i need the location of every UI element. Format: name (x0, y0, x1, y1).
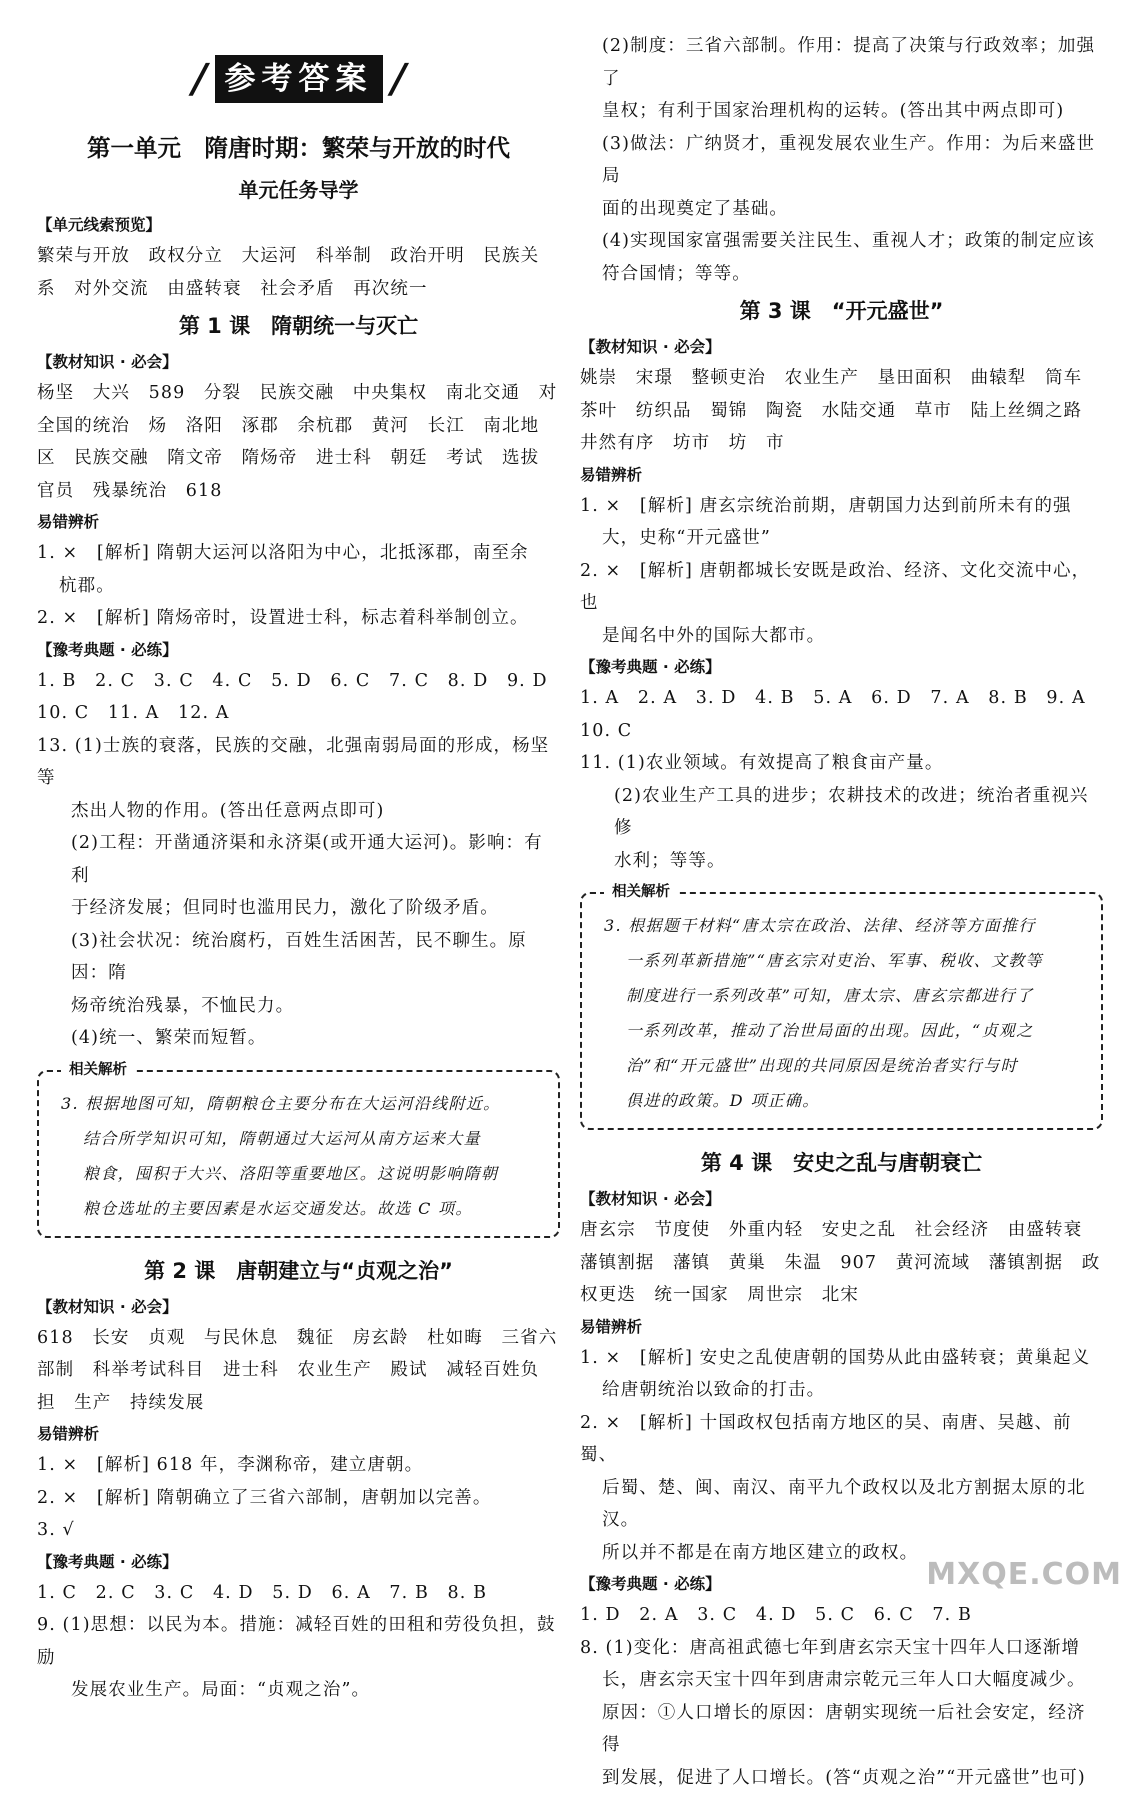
lesson3-note-line: 治”和“开元盛世”出现的共同原因是统治者实行与时 (604, 1048, 1081, 1083)
lesson3-exam-line: 10. C (580, 715, 1103, 748)
lesson1-exam-tag: 【豫考典题 · 必练】 (37, 635, 560, 665)
lesson3-note-line: 俱进的政策。D 项正确。 (604, 1083, 1081, 1118)
lesson4-exam-tag: 【豫考典题 · 必练】 (580, 1569, 1103, 1599)
unit-clue-tag: 【单元线索预览】 (37, 210, 560, 240)
unit-clue-line: 系 对外交流 由盛转衰 社会矛盾 再次统一 (37, 273, 560, 306)
lesson4-knowledge-line: 唐玄宗 节度使 外重内轻 安史之乱 社会经济 由盛转衰 (580, 1214, 1103, 1247)
lesson4-knowledge-tag: 【教材知识 · 必会】 (580, 1184, 1103, 1214)
lesson1-q13-line: 杰出人物的作用。(答出任意两点即可) (37, 795, 560, 828)
related-analysis-label: 相关解析 (61, 1059, 135, 1081)
lesson1-note-line: 粮仓选址的主要因素是水运交通发达。故选 C 项。 (61, 1191, 538, 1226)
lesson3-related-analysis-box (580, 892, 1103, 1130)
lesson2-q9-cont-line: (3)做法：广纳贤才，重视发展农业生产。作用：为后来盛世局 (580, 128, 1103, 193)
lesson2-exam-tag: 【豫考典题 · 必练】 (37, 1547, 560, 1577)
lesson2-knowledge-line: 618 长安 贞观 与民休息 魏征 房玄龄 杜如晦 三省六 (37, 1322, 560, 1355)
lesson2-q9-cont-line: (4)实现国家富强需要关注民生、重视人才；政策的制定应该 (580, 225, 1103, 258)
lesson1-knowledge-line: 区 民族交融 隋文帝 隋炀帝 进士科 朝廷 考试 选拔 (37, 442, 560, 475)
lesson4-error-line: 1. × [解析] 安史之乱使唐朝的国势从此由盛转衰；黄巢起义 (580, 1342, 1103, 1375)
lesson3-note-line: 一系列改革，推动了治世局面的出现。因此，“贞观之 (604, 1013, 1081, 1048)
lesson4-q8-line: 长，唐玄宗天宝十四年到唐肃宗乾元三年人口大幅度减少。 (580, 1664, 1103, 1697)
lesson1-knowledge-line: 全国的统治 炀 洛阳 涿郡 余杭郡 黄河 长江 南北地 (37, 410, 560, 443)
lesson4-error-line: 2. × [解析] 十国政权包括南方地区的吴、南唐、吴越、前蜀、 (580, 1407, 1103, 1472)
lesson3-knowledge-tag: 【教材知识 · 必会】 (580, 332, 1103, 362)
lesson3-note-line: 制度进行一系列改革”可知，唐太宗、唐玄宗都进行了 (604, 978, 1081, 1013)
lesson2-knowledge-line: 担 生产 持续发展 (37, 1387, 560, 1420)
lesson3-error-line: 是闻名中外的国际大都市。 (580, 620, 1103, 653)
lesson2-knowledge-tag: 【教材知识 · 必会】 (37, 1292, 560, 1322)
banner-slash-icon: / (187, 56, 211, 102)
lesson1-q13-line: 于经济发展；但同时也滥用民力，激化了阶级矛盾。 (37, 892, 560, 925)
lesson1-related-analysis-box (37, 1070, 560, 1238)
lesson2-error-tag: 易错辨析 (37, 1419, 560, 1449)
lesson1-knowledge-line: 杨坚 大兴 589 分裂 民族交融 中央集权 南北交通 对 (37, 377, 560, 410)
lesson2-q9-line: 9. (1)思想：以民为本。措施：减轻百姓的田租和劳役负担，鼓励 (37, 1609, 560, 1674)
lesson4-error-tag: 易错辨析 (580, 1312, 1103, 1342)
lesson3-exam-tag: 【豫考典题 · 必练】 (580, 652, 1103, 682)
lesson3-note-line: 一系列革新措施”“唐玄宗对吏治、军事、税收、文教等 (604, 943, 1081, 978)
unit-title: 第一单元 隋唐时期：繁荣与开放的时代 (37, 126, 560, 170)
lesson1-note-line: 结合所学知识可知，隋朝通过大运河从南方运来大量 (61, 1121, 538, 1156)
lesson1-q13-line: (2)工程：开凿通济渠和永济渠(或开通大运河)。影响：有利 (37, 827, 560, 892)
lesson3-knowledge-line: 姚崇 宋璟 整顿吏治 农业生产 垦田面积 曲辕犁 筒车 (580, 362, 1103, 395)
answer-banner (37, 48, 560, 110)
lesson3-q11-line: (2)农业生产工具的进步；农耕技术的改进；统治者重视兴修 (580, 780, 1103, 845)
lesson1-q13-line: 13. (1)士族的衰落，民族的交融，北强南弱局面的形成，杨坚等 (37, 730, 560, 795)
lesson3-q11-line: 水利；等等。 (580, 845, 1103, 878)
lesson1-knowledge-tag: 【教材知识 · 必会】 (37, 347, 560, 377)
lesson2-exam-line: 1. C 2. C 3. C 4. D 5. D 6. A 7. B 8. B (37, 1577, 560, 1610)
lesson1-exam-line: 10. C 11. A 12. A (37, 697, 560, 730)
banner-title: 参考答案 (215, 55, 383, 103)
lesson1-error-line: 1. × [解析] 隋朝大运河以洛阳为中心，北抵涿郡，南至余 (37, 537, 560, 570)
site-watermark: MXQE.COM (926, 1557, 1122, 1592)
lesson2-error-line: 3. √ (37, 1514, 560, 1547)
lesson2-q9-cont-line: 面的出现奠定了基础。 (580, 193, 1103, 226)
lesson4-error-line: 给唐朝统治以致命的打击。 (580, 1374, 1103, 1407)
lesson1-q13-line: (4)统一、繁荣而短暂。 (37, 1022, 560, 1055)
left-column (37, 0, 560, 1707)
lesson4-q8-line: 原因：①人口增长的原因：唐朝实现统一后社会安定，经济得 (580, 1697, 1103, 1762)
lesson1-knowledge-line: 官员 残暴统治 618 (37, 475, 560, 508)
lesson1-note-line: 粮食，囤积于大兴、洛阳等重要地区。这说明影响隋朝 (61, 1156, 538, 1191)
lesson2-q9-cont-line: 皇权；有利于国家治理机构的运转。(答出其中两点即可) (580, 95, 1103, 128)
lesson3-knowledge-line: 井然有序 坊市 坊 市 (580, 427, 1103, 460)
lesson4-knowledge-line: 权更迭 统一国家 周世宗 北宋 (580, 1279, 1103, 1312)
lesson1-error-line: 2. × [解析] 隋炀帝时，设置进士科，标志着科举制创立。 (37, 602, 560, 635)
lesson3-note-line: 3. 根据题干材料“唐太宗在政治、法律、经济等方面推行 (604, 908, 1081, 943)
lesson4-title: 第 4 课 安史之乱与唐朝衰亡 (580, 1142, 1103, 1184)
lesson3-title: 第 3 课 “开元盛世” (580, 290, 1103, 332)
right-column (580, 0, 1103, 1794)
lesson1-q13-line: 炀帝统治残暴，不恤民力。 (37, 990, 560, 1023)
lesson1-q13-line: (3)社会状况：统治腐朽，百姓生活困苦，民不聊生。原因：隋 (37, 925, 560, 990)
lesson4-exam-line: 1. D 2. A 3. C 4. D 5. C 6. C 7. B (580, 1599, 1103, 1632)
lesson3-error-line: 1. × [解析] 唐玄宗统治前期，唐朝国力达到前所未有的强 (580, 490, 1103, 523)
lesson2-q9-cont-line: 符合国情；等等。 (580, 258, 1103, 291)
lesson2-title: 第 2 课 唐朝建立与“贞观之治” (37, 1250, 560, 1292)
unit-guide-title: 单元任务导学 (37, 170, 560, 210)
unit-clue-line: 繁荣与开放 政权分立 大运河 科举制 政治开明 民族关 (37, 240, 560, 273)
lesson2-error-line: 2. × [解析] 隋朝确立了三省六部制，唐朝加以完善。 (37, 1482, 560, 1515)
lesson1-error-tag: 易错辨析 (37, 507, 560, 537)
lesson2-knowledge-line: 部制 科举考试科目 进士科 农业生产 殿试 减轻百姓负 (37, 1354, 560, 1387)
lesson4-knowledge-line: 藩镇割据 藩镇 黄巢 朱温 907 黄河流域 藩镇割据 政 (580, 1247, 1103, 1280)
lesson1-note-line: 3. 根据地图可知，隋朝粮仓主要分布在大运河沿线附近。 (61, 1086, 538, 1121)
lesson3-knowledge-line: 茶叶 纺织品 蜀锦 陶瓷 水陆交通 草市 陆上丝绸之路 (580, 395, 1103, 428)
lesson1-exam-line: 1. B 2. C 3. C 4. C 5. D 6. C 7. C 8. D 9. D (37, 665, 560, 698)
lesson3-q11-line: 11. (1)农业领域。有效提高了粮食亩产量。 (580, 747, 1103, 780)
lesson1-title: 第 1 课 隋朝统一与灭亡 (37, 305, 560, 347)
lesson2-q9-cont-line: (2)制度：三省六部制。作用：提高了决策与行政效率；加强了 (580, 30, 1103, 95)
related-analysis-label: 相关解析 (604, 881, 678, 903)
lesson3-error-line: 2. × [解析] 唐朝都城长安既是政治、经济、文化交流中心，也 (580, 555, 1103, 620)
lesson2-error-line: 1. × [解析] 618 年，李渊称帝，建立唐朝。 (37, 1449, 560, 1482)
lesson4-q8-line: 到发展，促进了人口增长。(答“贞观之治”“开元盛世”也可) (580, 1762, 1103, 1794)
lesson4-error-line: 后蜀、楚、闽、南汉、南平九个政权以及北方割据太原的北汉。 (580, 1472, 1103, 1537)
lesson2-q9-line: 发展农业生产。局面：“贞观之治”。 (37, 1674, 560, 1707)
lesson3-error-tag: 易错辨析 (580, 460, 1103, 490)
lesson4-q8-line: 8. (1)变化：唐高祖武德七年到唐玄宗天宝十四年人口逐渐增 (580, 1632, 1103, 1665)
banner-slash-icon: / (386, 56, 410, 102)
lesson3-error-line: 大，史称“开元盛世” (580, 522, 1103, 555)
lesson3-exam-line: 1. A 2. A 3. D 4. B 5. A 6. D 7. A 8. B 9. A (580, 682, 1103, 715)
lesson1-error-line: 杭郡。 (37, 570, 560, 603)
lesson4-error-line: 所以并不都是在南方地区建立的政权。 (580, 1537, 1103, 1570)
